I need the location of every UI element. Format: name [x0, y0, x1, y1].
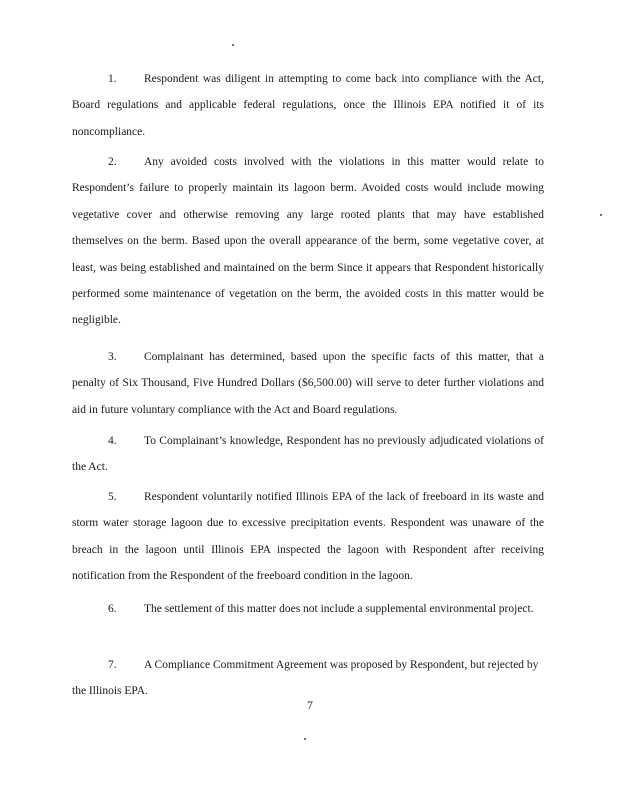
paragraph-number: 6. [108, 603, 117, 615]
paragraph-number: 2. [108, 156, 117, 168]
paragraph-1 [72, 66, 544, 145]
paragraph-2 [72, 149, 544, 334]
paragraph-7 [72, 652, 544, 705]
paragraph-number: 1. [108, 73, 117, 85]
scan-speck [232, 44, 234, 46]
scan-speck [304, 738, 306, 740]
paragraph-5 [72, 484, 544, 590]
paragraph-number: 3. [108, 351, 117, 363]
paragraph-4 [72, 428, 544, 481]
paragraph-number: 7. [108, 659, 117, 671]
paragraph-text: Any avoided costs involved with the violations in this matter would relate to Respondent’s failure to properly maintain its lagoon berm. Avoided costs would include mowing vegetative cover and otherwise removing any large rooted plants that may have established themselves on the berm. Based upon the overall appearance of the berm, some vegetative cover, at least, was being established and maintained on the berm Since it appears that Respondent historically performed some maintenance of vegetation on the berm, the avoided costs in this matter would be negligible. [72, 156, 544, 327]
paragraph-number: 4. [108, 435, 117, 447]
page-number: 7 [307, 700, 313, 712]
paragraph-text: Respondent voluntarily notified Illinois EPA of the lack of freeboard in its waste and storm water storage lagoon due to excessive precipitation events. Respondent was unaware of the breach in the lagoon until Illinois EPA inspected the lagoon with Respondent after receiving notification from the Respondent of the freeboard condition in the lagoon. [72, 491, 544, 583]
scan-speck [600, 214, 602, 216]
paragraph-text: A Compliance Commitment Agreement was proposed by Respondent, but rejected by the Illinois EPA. [72, 659, 539, 698]
paragraph-6 [72, 596, 544, 622]
paragraph-text: The settlement of this matter does not include a supplemental environmental project. [144, 603, 534, 615]
paragraph-3 [72, 344, 544, 423]
paragraph-text: Respondent was diligent in attempting to come back into compliance with the Act, Board regulations and applicable federal regulations, once the Illinois EPA notified it of its noncompliance. [72, 73, 544, 138]
paragraph-text: Complainant has determined, based upon the specific facts of this matter, that a penalty of Six Thousand, Five Hundred Dollars ($6,500.00) will serve to deter further violations and aid in future voluntary compliance with the Act and Board regulations. [72, 351, 544, 416]
paragraph-text: To Complainant’s knowledge, Respondent has no previously adjudicated violations of the Act. [72, 435, 544, 474]
paragraph-number: 5. [108, 491, 117, 503]
